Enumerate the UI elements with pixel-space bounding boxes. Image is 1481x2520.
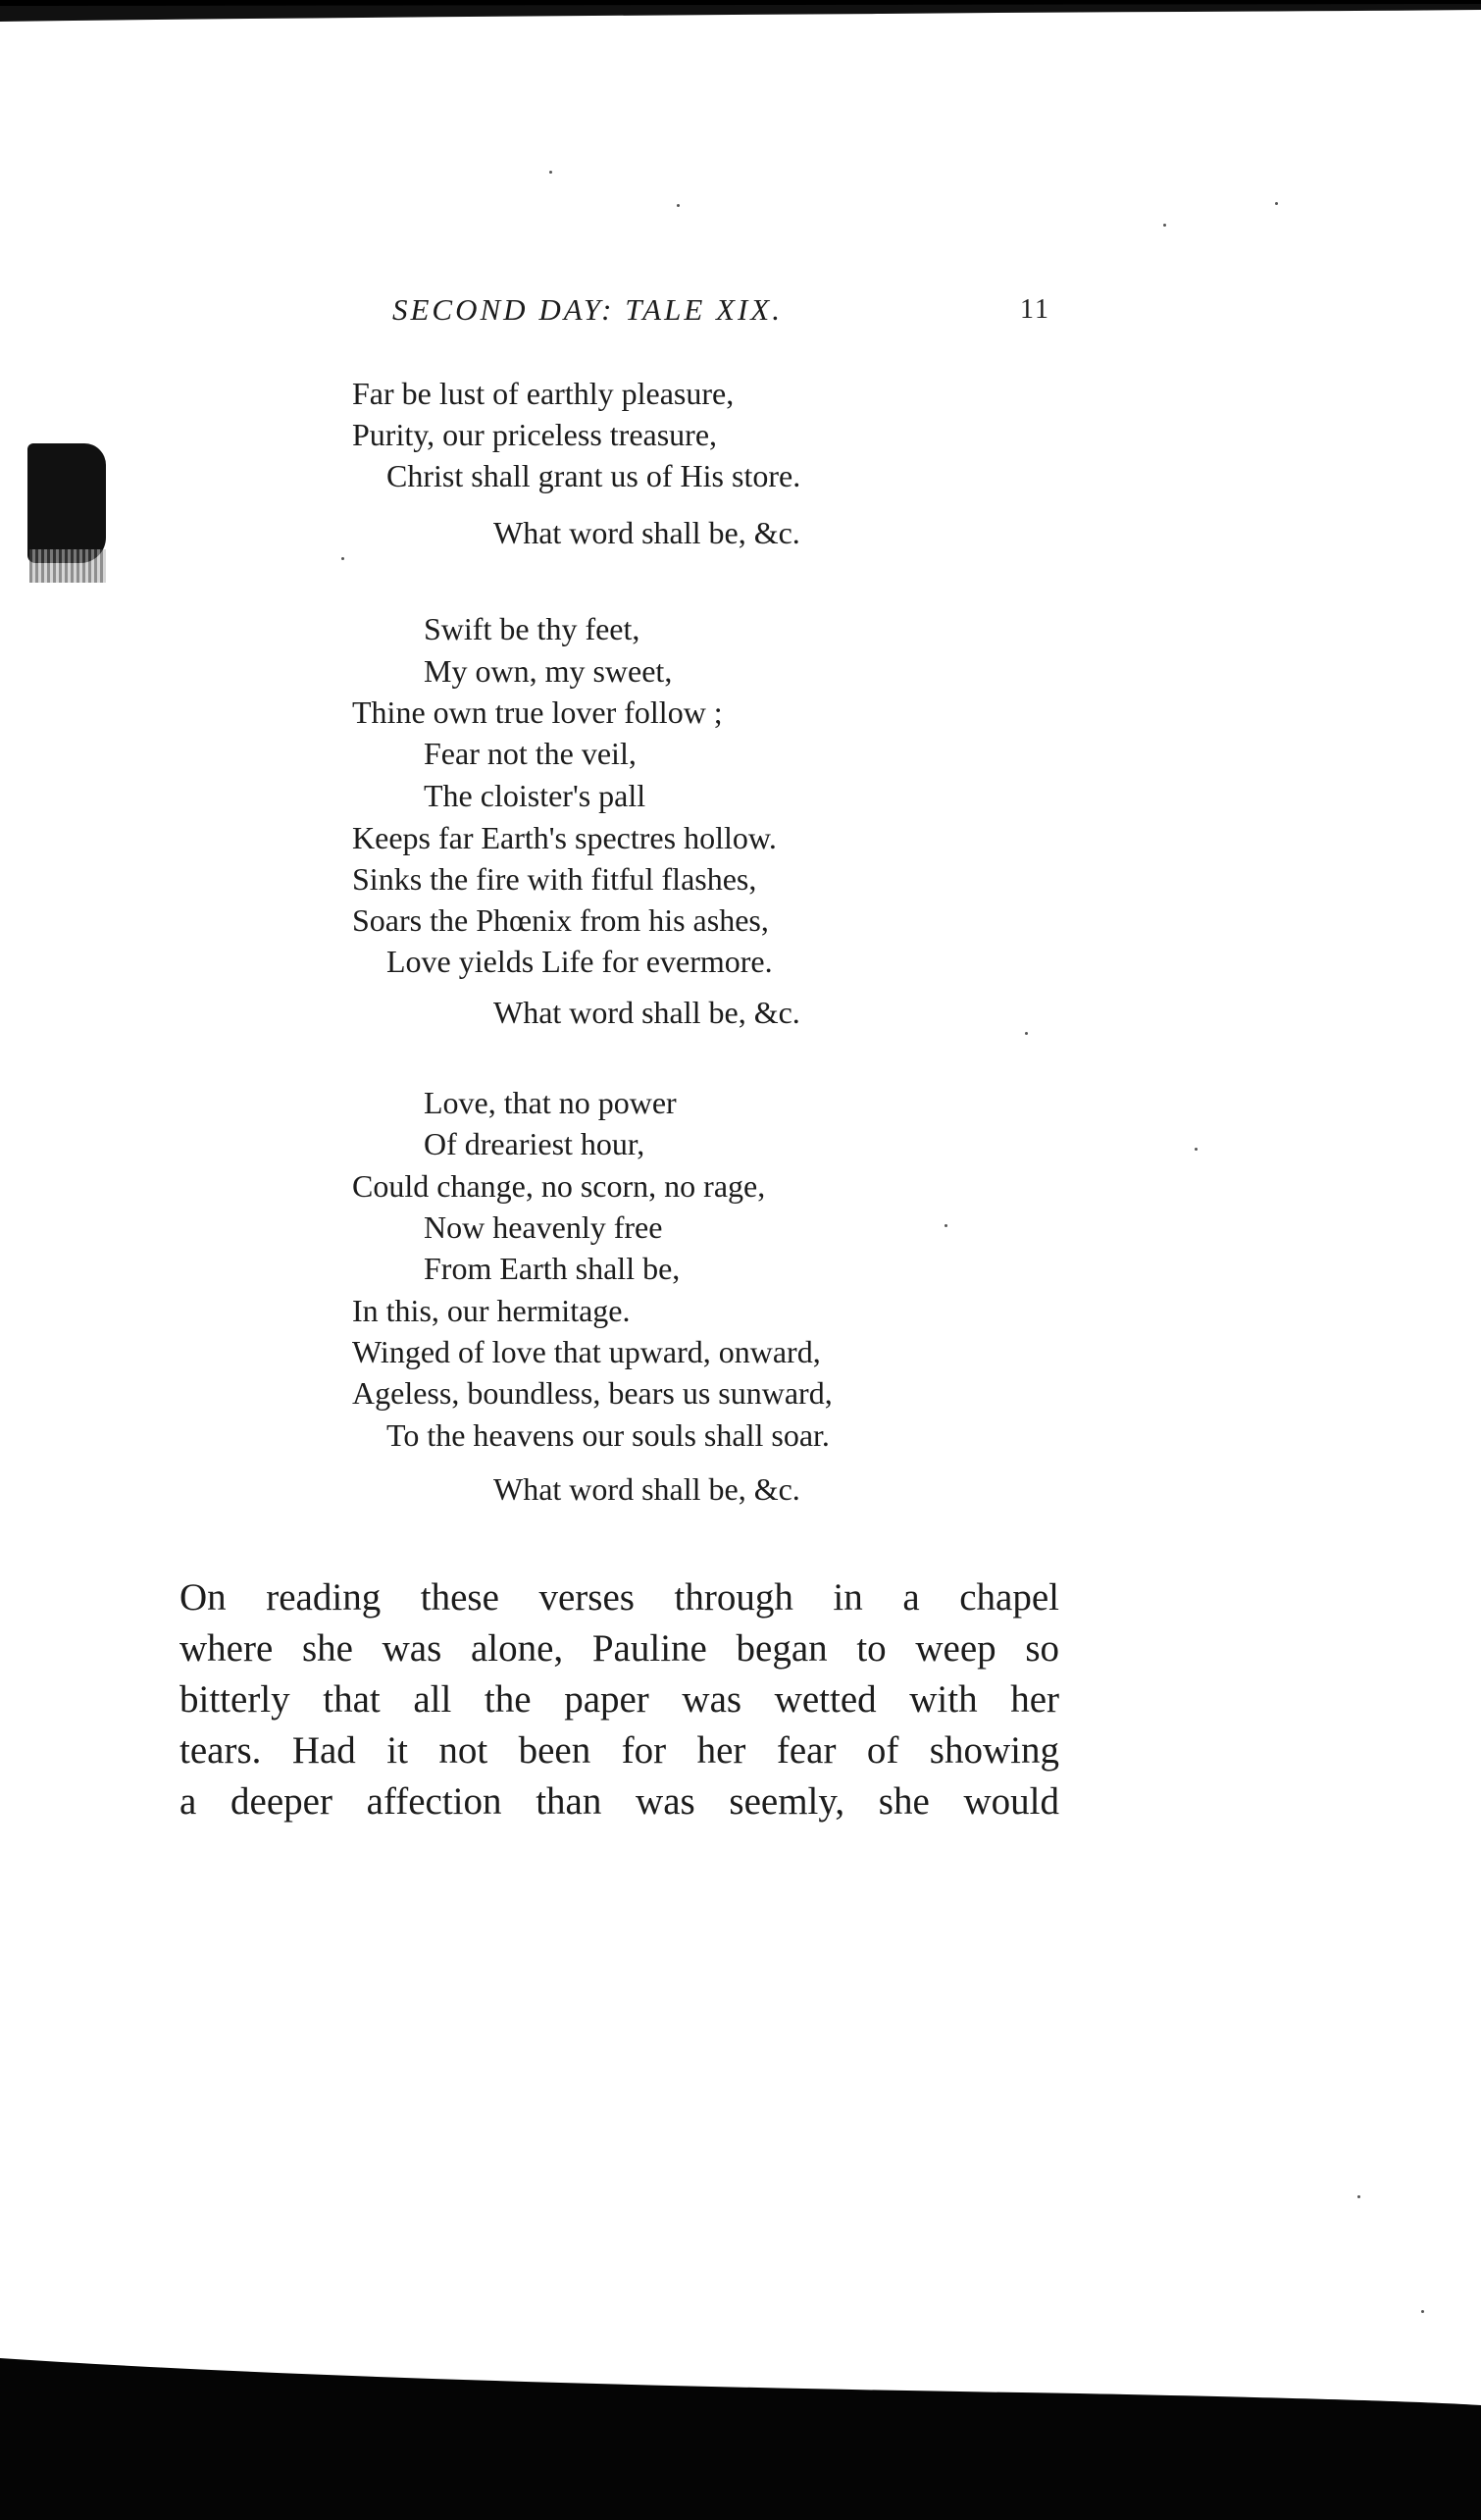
poem-line: Thine own true lover follow ;	[352, 694, 723, 730]
poem-line: In this, our hermitage.	[352, 1293, 631, 1328]
poem-line: Love yields Life for evermore.	[386, 944, 773, 979]
scan-top-edge	[0, 0, 1481, 22]
poem-refrain: What word shall be, &c.	[493, 515, 800, 550]
poem-line: To the heavens our souls shall soar.	[386, 1417, 830, 1453]
poem-line: The cloister's pall	[424, 778, 646, 813]
poem-line: Soars the Phœnix from his ashes,	[352, 902, 769, 938]
scan-speck	[549, 171, 552, 174]
poem-line: Of dreariest hour,	[424, 1126, 645, 1161]
page-number: 11	[1020, 294, 1050, 325]
scan-speck	[1195, 1148, 1198, 1151]
scan-speck	[1275, 202, 1278, 205]
poem-line: Swift be thy feet,	[424, 611, 640, 646]
poem-line: Winged of love that upward, onward,	[352, 1334, 821, 1369]
poem-line: Could change, no scorn, no rage,	[352, 1168, 766, 1204]
prose-line: tears. Had it not been for her fear of showing	[179, 1729, 1059, 1772]
poem-line: Christ shall grant us of His store.	[386, 458, 801, 493]
scan-speck	[945, 1224, 947, 1227]
scan-speck	[1163, 224, 1166, 227]
poem-refrain: What word shall be, &c.	[493, 1471, 800, 1507]
prose-line: where she was alone, Pauline began to weep so	[179, 1627, 1059, 1670]
poem-line: Far be lust of earthly pleasure,	[352, 376, 735, 411]
scan-speck	[341, 557, 344, 560]
prose-line: bitterly that all the paper was wetted with her	[179, 1678, 1059, 1721]
poem-line: Love, that no power	[424, 1085, 677, 1120]
scan-ink-blot	[27, 443, 106, 563]
scan-speck	[677, 204, 680, 207]
poem-line: Now heavenly free	[424, 1209, 663, 1245]
scan-speck	[1025, 1032, 1028, 1035]
poem-line: From Earth shall be,	[424, 1251, 681, 1286]
prose-line: On reading these verses through in a chapel	[179, 1576, 1059, 1619]
poem-line: Ageless, boundless, bears us sunward,	[352, 1375, 833, 1411]
poem-refrain: What word shall be, &c.	[493, 995, 800, 1030]
poem-line: Sinks the fire with fitful flashes,	[352, 861, 757, 897]
scan-speck	[1357, 2195, 1360, 2198]
scan-speck	[1421, 2310, 1424, 2313]
poem-line: Purity, our priceless treasure,	[352, 417, 718, 452]
poem-line: Fear not the veil,	[424, 736, 637, 771]
running-title: SECOND DAY: TALE XIX.	[392, 292, 783, 327]
poem-line: Keeps far Earth's spectres hollow.	[352, 820, 777, 855]
scan-bottom-band	[0, 2358, 1481, 2520]
running-head	[392, 292, 1079, 341]
prose-paragraph	[179, 1572, 1059, 1827]
prose-line: a deeper affection than was seemly, she would	[179, 1780, 1059, 1823]
poem-line: My own, my sweet,	[424, 653, 673, 689]
scan-ink-blot-fade	[29, 549, 106, 583]
